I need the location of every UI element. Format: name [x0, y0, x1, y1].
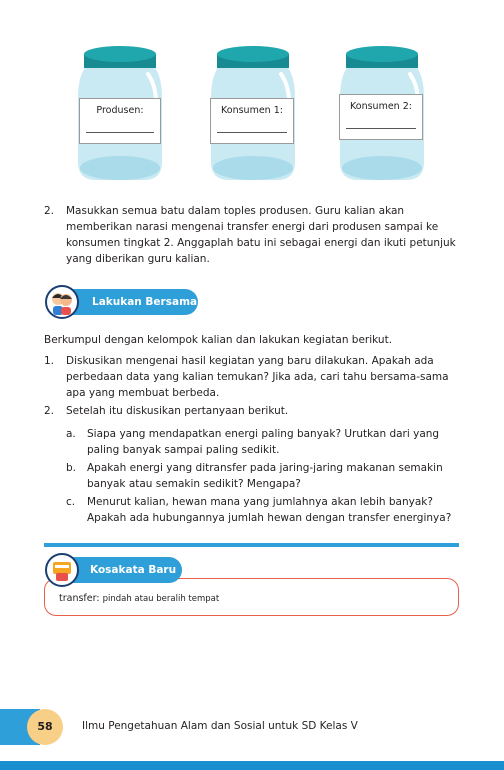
kosakata-box — [44, 578, 459, 616]
lakukan-item-2 — [66, 403, 458, 419]
text-line: Siapa yang mendapatkan energi paling banyak? Urutkan dari yang — [87, 428, 440, 440]
subitem-letter: a. — [66, 428, 76, 440]
section-title: Kosakata Baru — [90, 564, 177, 576]
text-line: perbedaan data yang kalian temukan? Jika ada, cari tahu bersama-sama — [66, 371, 449, 383]
jar-label — [339, 94, 423, 140]
text-line: Diskusikan mengenai hasil kegiatan yang baru dilakukan. Apakah ada — [66, 355, 434, 367]
text-line: Apakah ada hubungannya jumlah hewan dengan transfer energinya? — [87, 512, 452, 524]
jar-label-text: Produsen: — [96, 105, 144, 116]
jar-label — [79, 98, 161, 144]
item-number: 2. — [44, 405, 55, 417]
children-icon — [47, 287, 77, 317]
item-number: 1. — [44, 355, 55, 367]
step-2-text — [66, 203, 458, 267]
dictionary-icon — [47, 555, 77, 585]
subitem-b — [87, 460, 458, 492]
text-line: Setelah itu diskusikan pertanyaan berikut. — [66, 405, 289, 417]
page-number: 58 — [27, 709, 63, 745]
text-line: Menurut kalian, hewan mana yang jumlahnya akan lebih banyak? — [87, 496, 433, 508]
group-avatar-icon — [45, 285, 79, 319]
subitem-c — [87, 494, 458, 526]
kosakata-avatar-icon — [45, 553, 79, 587]
jar-label — [210, 98, 294, 144]
text-line: paling banyak sampai paling sedikit. — [87, 444, 280, 456]
kosakata-term: transfer: — [59, 593, 100, 604]
subitem-letter: b. — [66, 462, 77, 474]
write-line — [86, 132, 154, 133]
text-line: konsumen tingkat 2. Anggaplah batu ini sebagai energi dan ikuti petunjuk — [66, 237, 456, 249]
section-divider — [44, 543, 459, 547]
bottom-bar — [0, 761, 504, 770]
section-title: Lakukan Bersama — [92, 296, 198, 308]
subitem-letter: c. — [66, 496, 76, 508]
jar-konsumen-1 — [207, 40, 299, 185]
jar-konsumen-2 — [336, 40, 428, 185]
kosakata-definition: pindah atau beralih tempat — [102, 594, 220, 604]
text-line: Masukkan semua batu dalam toples produsen. Guru kalian akan — [66, 205, 405, 217]
lakukan-item-1 — [66, 353, 458, 401]
jar-illustrations — [0, 40, 504, 190]
text-line: Apakah energi yang ditransfer pada jaring-jaring makanan semakin — [87, 462, 443, 474]
jar-label-text: Konsumen 2: — [350, 101, 412, 112]
text-line: yang diberikan guru kalian. — [66, 253, 210, 265]
jar-produsen — [74, 40, 166, 185]
subitem-a — [87, 426, 458, 458]
jar-label-text: Konsumen 1: — [221, 105, 283, 116]
write-line — [346, 128, 416, 129]
book-title: Ilmu Pengetahuan Alam dan Sosial untuk SD Kelas V — [82, 720, 358, 732]
text-line: banyak atau semakin sedikit? Mengapa? — [87, 478, 301, 490]
text-line: apa yang membuat berbeda. — [66, 387, 220, 399]
lakukan-intro: Berkumpul dengan kelompok kalian dan lakukan kegiatan berikut. — [44, 334, 393, 346]
text-line: memberikan narasi mengenai transfer energi dari produsen sampai ke — [66, 221, 439, 233]
kosakata-entry — [59, 593, 219, 604]
step-number: 2. — [44, 205, 55, 217]
write-line — [217, 132, 287, 133]
